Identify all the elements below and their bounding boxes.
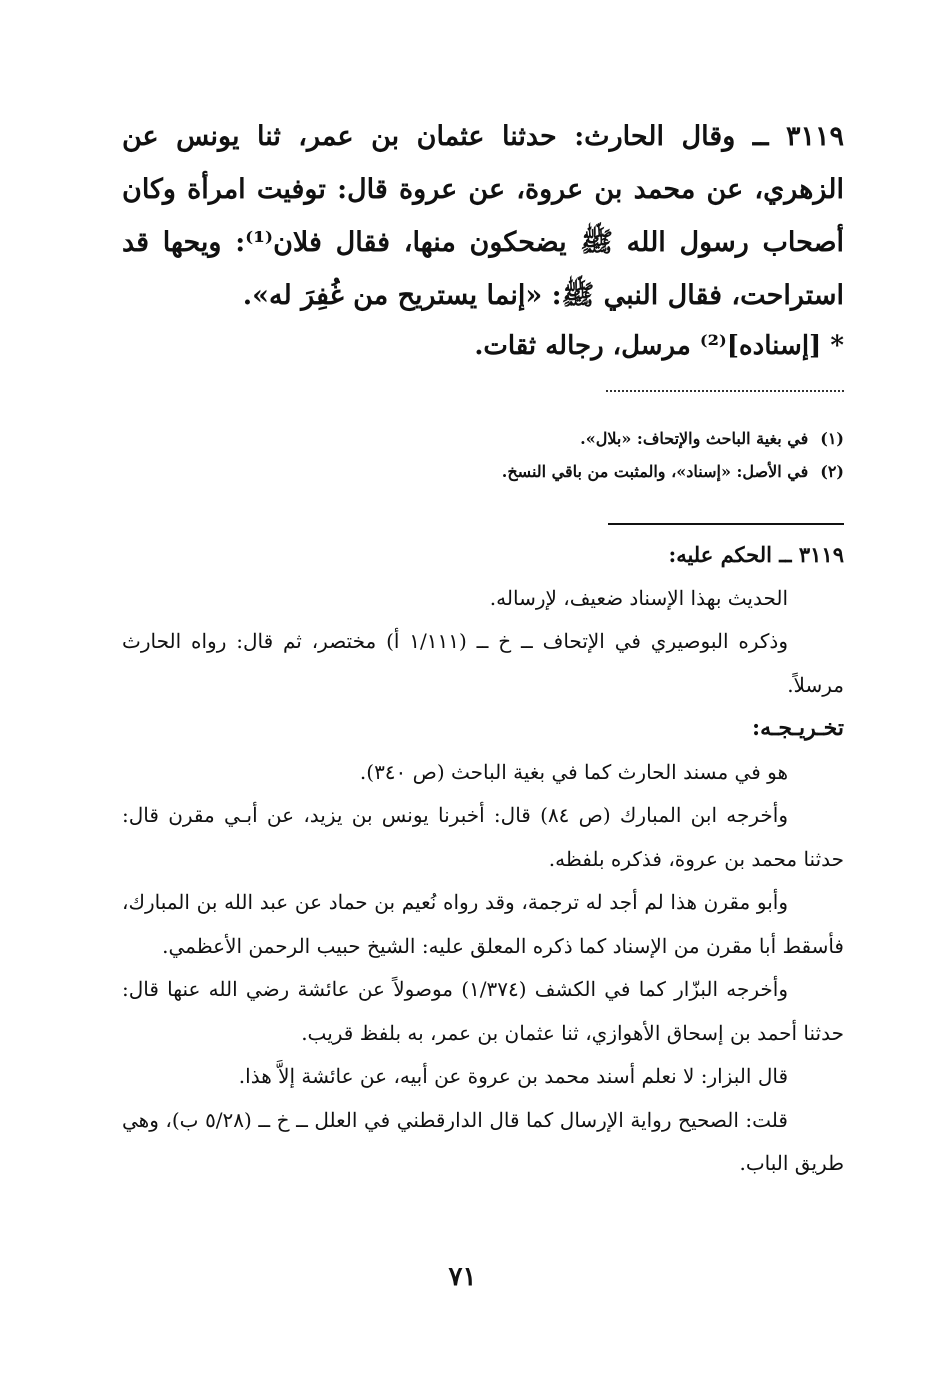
takhrij-heading: تخـريـجـه: [751, 715, 844, 741]
isnad-ruling: * [إسناده]⁽²⁾ مرسل، رجاله ثقات. [474, 331, 844, 361]
page-number: ٧١ [448, 1262, 477, 1292]
commentary-section [122, 533, 844, 1186]
footnote-2 [122, 455, 844, 488]
hadith-text-block [122, 110, 844, 322]
commentary-paragraph: قال البزار: لا نعلم أسند محمد بن عروة عن أبيه، عن عائشة إلاَّ هذا. [238, 1064, 788, 1088]
footnote-number: (٢) [820, 462, 844, 481]
footnote-separator-dots [606, 390, 844, 392]
footnotes [122, 422, 844, 488]
section-divider-line [608, 523, 844, 525]
commentary-paragraph: وأخرجه البزّار كما في الكشف (١/٣٧٤) موصولاً عن عائشة رضي الله عنها قال: حدثنا أحمد بن إسحاق الأهوازي، ثنا عثمان بن عمر، به بلفظ قريب. [122, 977, 844, 1045]
commentary-paragraph: وأبو مقرن هذا لم أجد له ترجمة، وقد رواه نُعيم بن حماد عن عبد الله بن المبارك، فأسقط أبا مقرن من الإسناد كما ذكره المعلق عليه: الشيخ حبيب الرحمن الأعظمي. [122, 890, 844, 958]
commentary-paragraph: هو في مسند الحارث كما في بغية الباحث (ص ٣٤٠). [359, 759, 788, 784]
footnote-number: (١) [820, 429, 844, 448]
footnote-text: في بغية الباحث والإتحاف: «بلال». [580, 429, 809, 448]
commentary-paragraph: الحديث بهذا الإسناد ضعيف، لإرساله. [489, 585, 788, 610]
isnad-ruling-block [122, 324, 844, 368]
hadith-text: ٣١١٩ ــ وقال الحارث: حدثنا عثمان بن عمر، ثنا يونس عن الزهري، عن محمد بن عروة، عن عروة قال: توفيت امرأة وكان أصحاب رسول الله ﷺ يضحكون منها، فقال فلان⁽¹⁾: ويحها قد استراحت، فقال النبي ﷺ: «إنما يستريح من غُفِرَ له». [122, 121, 845, 311]
commentary-paragraph: قلت: الصحيح رواية الإرسال كما قال الدارقطني في العلل ــ خ ــ (٥/٢٨ ب)، وهي طريق الباب. [122, 1107, 844, 1175]
ruling-heading: ٣١١٩ ــ الحكم عليه: [668, 542, 844, 567]
commentary-paragraph: وذكره البوصيري في الإتحاف ــ خ ــ (١/١١١ أ) مختصر، ثم قال: رواه الحارث مرسلاً. [122, 629, 844, 697]
footnote-1 [122, 422, 844, 455]
footnote-text: في الأصل: «إسناد»، والمثبت من باقي النسخ. [501, 462, 809, 481]
commentary-paragraph: وأخرجه ابن المبارك (ص ٨٤) قال: أخبرنا يونس بن يزيد، عن أبـي مقرن قال: حدثنا محمد بن عروة، فذكره بلفظه. [122, 803, 844, 871]
